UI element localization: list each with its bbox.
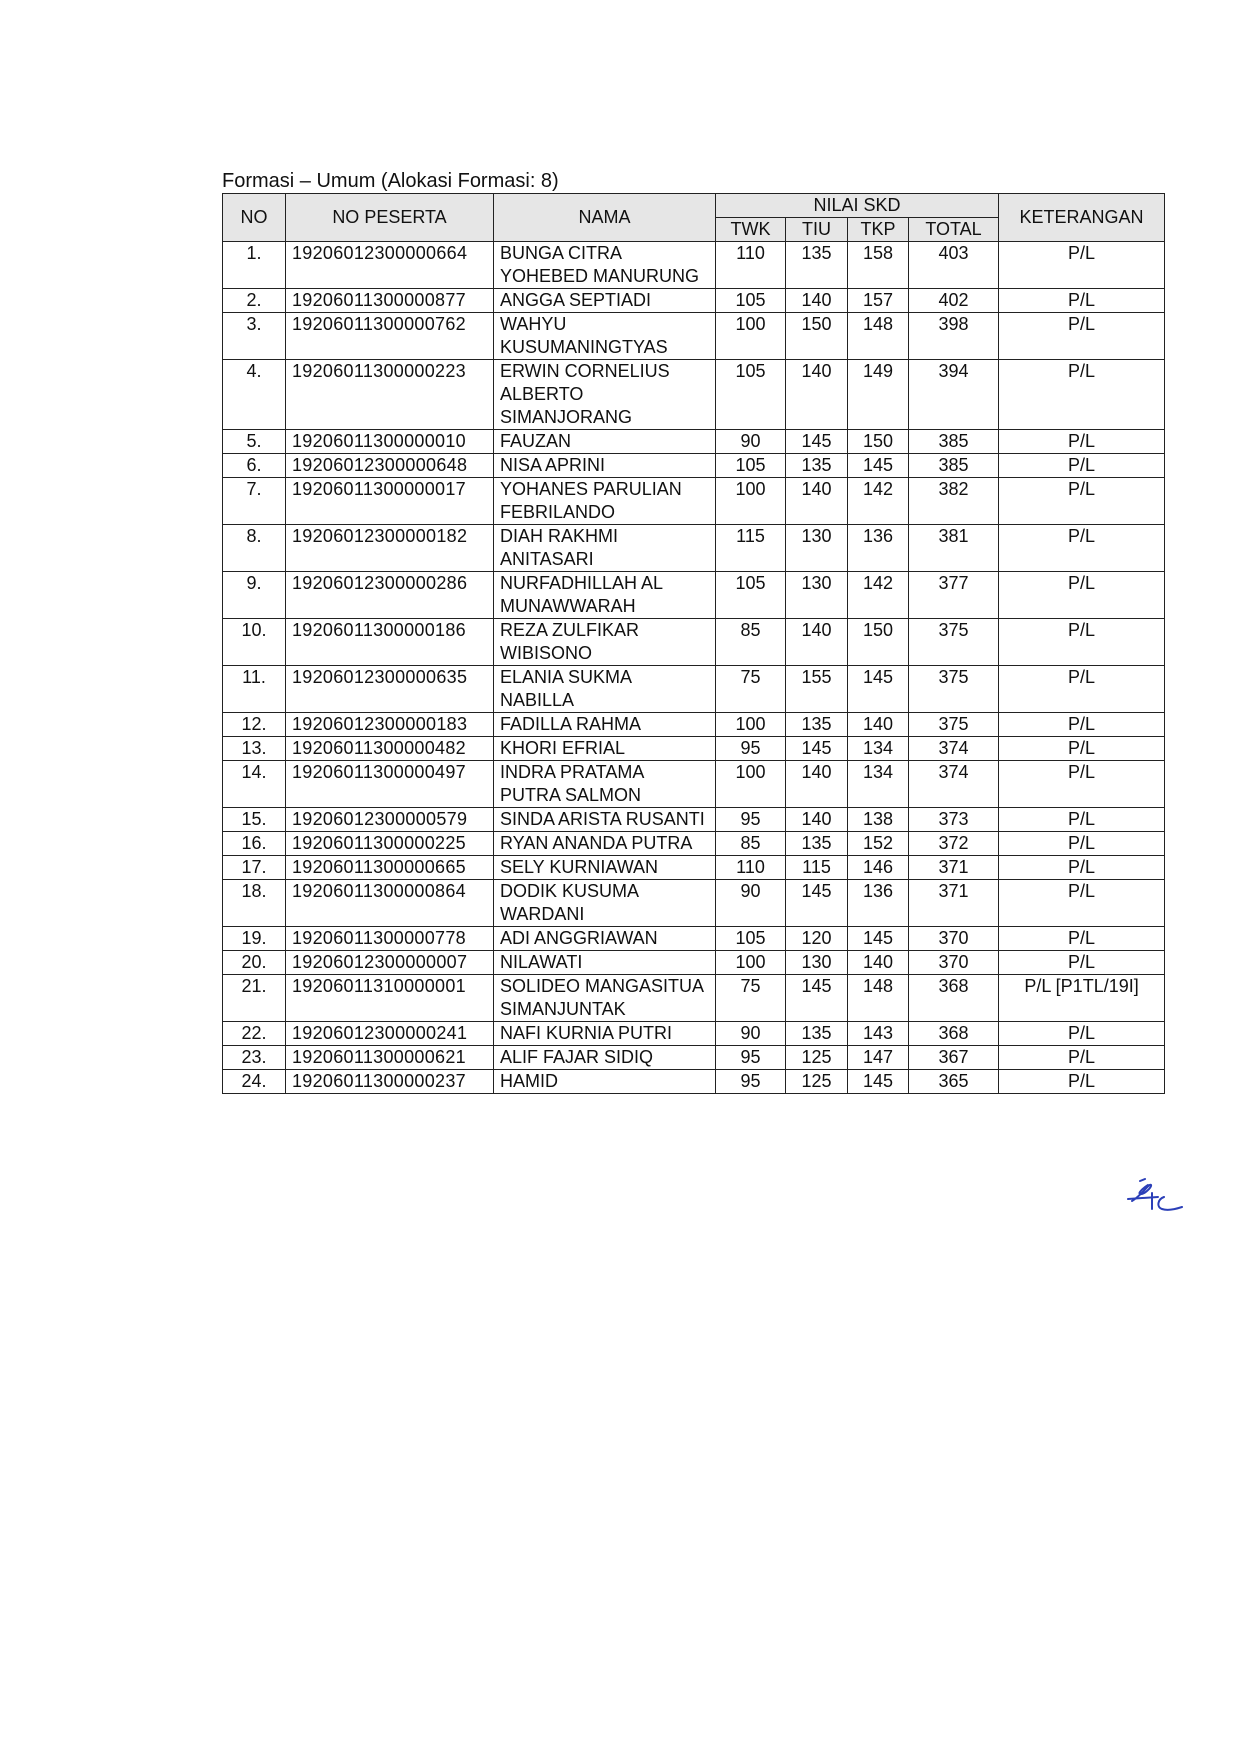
cell-keterangan: P/L [999, 454, 1165, 478]
cell-keterangan: P/L [999, 430, 1165, 454]
cell-tkp: 142 [848, 572, 909, 619]
table-row [223, 737, 1165, 761]
cell-no-peserta: 19206011300000010 [286, 430, 494, 454]
table-row [223, 478, 1165, 525]
cell-total: 394 [909, 360, 999, 430]
cell-no-peserta: 19206012300000664 [286, 242, 494, 289]
cell-nama: REZA ZULFIKAR WIBISONO [494, 619, 716, 666]
header-keterangan: KETERANGAN [999, 194, 1165, 242]
cell-twk: 110 [716, 242, 786, 289]
cell-tkp: 147 [848, 1046, 909, 1070]
cell-no-peserta: 19206011300000864 [286, 880, 494, 927]
header-tiu: TIU [786, 218, 848, 242]
cell-tiu: 140 [786, 808, 848, 832]
cell-tiu: 140 [786, 761, 848, 808]
cell-tkp: 140 [848, 951, 909, 975]
cell-twk: 105 [716, 289, 786, 313]
cell-tiu: 135 [786, 242, 848, 289]
table-header [223, 194, 1165, 242]
cell-twk: 105 [716, 454, 786, 478]
cell-no-peserta: 19206012300000635 [286, 666, 494, 713]
cell-tkp: 150 [848, 619, 909, 666]
cell-twk: 95 [716, 1070, 786, 1094]
cell-keterangan: P/L [999, 572, 1165, 619]
cell-no: 19. [223, 927, 286, 951]
table-row [223, 666, 1165, 713]
cell-total: 371 [909, 856, 999, 880]
cell-no: 13. [223, 737, 286, 761]
cell-keterangan: P/L [999, 761, 1165, 808]
cell-no: 20. [223, 951, 286, 975]
cell-no: 7. [223, 478, 286, 525]
table-row [223, 289, 1165, 313]
table-row [223, 619, 1165, 666]
cell-no: 14. [223, 761, 286, 808]
cell-total: 371 [909, 880, 999, 927]
cell-no: 15. [223, 808, 286, 832]
cell-no-peserta: 19206011300000762 [286, 313, 494, 360]
cell-nama: NAFI KURNIA PUTRI [494, 1022, 716, 1046]
cell-total: 372 [909, 832, 999, 856]
cell-no-peserta: 19206011300000621 [286, 1046, 494, 1070]
cell-twk: 90 [716, 880, 786, 927]
cell-total: 370 [909, 951, 999, 975]
header-no-peserta: NO PESERTA [286, 194, 494, 242]
cell-no: 9. [223, 572, 286, 619]
cell-tkp: 134 [848, 737, 909, 761]
cell-twk: 90 [716, 430, 786, 454]
page-title: Formasi – Umum (Alokasi Formasi: 8) [222, 170, 559, 192]
cell-twk: 90 [716, 1022, 786, 1046]
cell-keterangan: P/L [999, 360, 1165, 430]
cell-nama: DIAH RAKHMI ANITASARI [494, 525, 716, 572]
cell-no: 21. [223, 975, 286, 1022]
header-no: NO [223, 194, 286, 242]
cell-twk: 100 [716, 761, 786, 808]
cell-nama: INDRA PRATAMA PUTRA SALMON [494, 761, 716, 808]
table-row [223, 1070, 1165, 1094]
cell-nama: ELANIA SUKMA NABILLA [494, 666, 716, 713]
cell-tiu: 140 [786, 619, 848, 666]
cell-tiu: 145 [786, 880, 848, 927]
cell-no-peserta: 19206012300000286 [286, 572, 494, 619]
table-row [223, 808, 1165, 832]
cell-nama: YOHANES PARULIAN FEBRILANDO [494, 478, 716, 525]
cell-no: 3. [223, 313, 286, 360]
cell-no: 11. [223, 666, 286, 713]
cell-total: 381 [909, 525, 999, 572]
cell-total: 374 [909, 737, 999, 761]
cell-no-peserta: 19206012300000007 [286, 951, 494, 975]
cell-twk: 75 [716, 975, 786, 1022]
cell-no-peserta: 19206011300000237 [286, 1070, 494, 1094]
cell-nama: ERWIN CORNELIUS ALBERTO SIMANJORANG [494, 360, 716, 430]
cell-tkp: 158 [848, 242, 909, 289]
cell-no-peserta: 19206012300000183 [286, 713, 494, 737]
cell-keterangan: P/L [999, 525, 1165, 572]
cell-tiu: 140 [786, 478, 848, 525]
cell-tiu: 140 [786, 289, 848, 313]
cell-keterangan: P/L [999, 666, 1165, 713]
cell-total: 375 [909, 666, 999, 713]
cell-tiu: 125 [786, 1046, 848, 1070]
cell-tiu: 135 [786, 454, 848, 478]
cell-no: 8. [223, 525, 286, 572]
cell-nama: FADILLA RAHMA [494, 713, 716, 737]
cell-no: 18. [223, 880, 286, 927]
cell-tiu: 155 [786, 666, 848, 713]
cell-no: 10. [223, 619, 286, 666]
cell-tiu: 135 [786, 713, 848, 737]
cell-nama: NISA APRINI [494, 454, 716, 478]
cell-twk: 85 [716, 619, 786, 666]
cell-no-peserta: 19206012300000182 [286, 525, 494, 572]
cell-tkp: 134 [848, 761, 909, 808]
cell-tkp: 146 [848, 856, 909, 880]
cell-no: 16. [223, 832, 286, 856]
cell-keterangan: P/L [999, 737, 1165, 761]
cell-tiu: 135 [786, 832, 848, 856]
cell-no-peserta: 19206011300000665 [286, 856, 494, 880]
cell-no: 2. [223, 289, 286, 313]
cell-total: 365 [909, 1070, 999, 1094]
cell-nama: ALIF FAJAR SIDIQ [494, 1046, 716, 1070]
cell-twk: 95 [716, 737, 786, 761]
cell-tiu: 140 [786, 360, 848, 430]
cell-no: 12. [223, 713, 286, 737]
cell-keterangan: P/L [999, 313, 1165, 360]
cell-no-peserta: 19206011300000497 [286, 761, 494, 808]
cell-tkp: 145 [848, 454, 909, 478]
table-row [223, 1022, 1165, 1046]
cell-tiu: 145 [786, 430, 848, 454]
header-twk: TWK [716, 218, 786, 242]
cell-tiu: 135 [786, 1022, 848, 1046]
cell-nama: ADI ANGGRIAWAN [494, 927, 716, 951]
cell-tkp: 145 [848, 927, 909, 951]
cell-nama: SELY KURNIAWAN [494, 856, 716, 880]
cell-no-peserta: 19206012300000241 [286, 1022, 494, 1046]
cell-twk: 75 [716, 666, 786, 713]
cell-twk: 100 [716, 951, 786, 975]
cell-no: 22. [223, 1022, 286, 1046]
cell-twk: 95 [716, 1046, 786, 1070]
cell-total: 370 [909, 927, 999, 951]
cell-total: 374 [909, 761, 999, 808]
table-row [223, 1046, 1165, 1070]
results-table [222, 193, 1165, 1094]
table-row [223, 951, 1165, 975]
cell-total: 373 [909, 808, 999, 832]
cell-keterangan: P/L [999, 478, 1165, 525]
cell-tkp: 136 [848, 525, 909, 572]
cell-total: 385 [909, 454, 999, 478]
cell-total: 402 [909, 289, 999, 313]
table-row [223, 430, 1165, 454]
cell-twk: 105 [716, 572, 786, 619]
cell-tkp: 142 [848, 478, 909, 525]
cell-no-peserta: 19206011300000778 [286, 927, 494, 951]
cell-nama: HAMID [494, 1070, 716, 1094]
cell-keterangan: P/L [999, 1022, 1165, 1046]
cell-twk: 115 [716, 525, 786, 572]
cell-keterangan: P/L [999, 242, 1165, 289]
cell-no: 17. [223, 856, 286, 880]
cell-tiu: 130 [786, 572, 848, 619]
cell-total: 403 [909, 242, 999, 289]
cell-tiu: 145 [786, 737, 848, 761]
cell-nama: NURFADHILLAH AL MUNAWWARAH [494, 572, 716, 619]
cell-twk: 100 [716, 713, 786, 737]
cell-tiu: 120 [786, 927, 848, 951]
table-row [223, 242, 1165, 289]
cell-twk: 100 [716, 313, 786, 360]
cell-nama: SINDA ARISTA RUSANTI [494, 808, 716, 832]
cell-tkp: 152 [848, 832, 909, 856]
cell-keterangan: P/L [999, 713, 1165, 737]
cell-tkp: 145 [848, 666, 909, 713]
cell-total: 398 [909, 313, 999, 360]
cell-total: 375 [909, 619, 999, 666]
cell-total: 377 [909, 572, 999, 619]
cell-total: 367 [909, 1046, 999, 1070]
table-row [223, 313, 1165, 360]
cell-no-peserta: 19206012300000648 [286, 454, 494, 478]
table-row [223, 454, 1165, 478]
cell-twk: 105 [716, 927, 786, 951]
cell-nama: DODIK KUSUMA WARDANI [494, 880, 716, 927]
cell-twk: 85 [716, 832, 786, 856]
header-tkp: TKP [848, 218, 909, 242]
cell-nama: FAUZAN [494, 430, 716, 454]
cell-keterangan: P/L [999, 856, 1165, 880]
header-nilai-skd: NILAI SKD [716, 194, 999, 218]
cell-keterangan: P/L [999, 808, 1165, 832]
cell-tiu: 130 [786, 525, 848, 572]
cell-keterangan: P/L [999, 951, 1165, 975]
cell-tkp: 143 [848, 1022, 909, 1046]
cell-tkp: 157 [848, 289, 909, 313]
cell-nama: WAHYU KUSUMANINGTYAS [494, 313, 716, 360]
cell-tkp: 145 [848, 1070, 909, 1094]
table-row [223, 713, 1165, 737]
cell-no-peserta: 19206011300000877 [286, 289, 494, 313]
cell-nama: NILAWATI [494, 951, 716, 975]
cell-keterangan: P/L [999, 880, 1165, 927]
cell-twk: 95 [716, 808, 786, 832]
table-row [223, 572, 1165, 619]
cell-tkp: 150 [848, 430, 909, 454]
cell-no-peserta: 19206011300000017 [286, 478, 494, 525]
cell-nama: KHORI EFRIAL [494, 737, 716, 761]
cell-twk: 100 [716, 478, 786, 525]
cell-total: 368 [909, 975, 999, 1022]
table-row [223, 525, 1165, 572]
cell-total: 385 [909, 430, 999, 454]
cell-no-peserta: 19206011300000482 [286, 737, 494, 761]
cell-no: 4. [223, 360, 286, 430]
header-total: TOTAL [909, 218, 999, 242]
cell-keterangan: P/L [999, 619, 1165, 666]
cell-nama: RYAN ANANDA PUTRA [494, 832, 716, 856]
cell-tiu: 145 [786, 975, 848, 1022]
cell-no: 5. [223, 430, 286, 454]
cell-no-peserta: 19206011310000001 [286, 975, 494, 1022]
cell-tkp: 148 [848, 975, 909, 1022]
cell-keterangan: P/L [999, 927, 1165, 951]
table-row [223, 761, 1165, 808]
cell-tkp: 136 [848, 880, 909, 927]
cell-nama: SOLIDEO MANGASITUA SIMANJUNTAK [494, 975, 716, 1022]
cell-tiu: 115 [786, 856, 848, 880]
cell-total: 375 [909, 713, 999, 737]
cell-nama: ANGGA SEPTIADI [494, 289, 716, 313]
cell-tkp: 138 [848, 808, 909, 832]
cell-keterangan: P/L [999, 832, 1165, 856]
cell-tkp: 149 [848, 360, 909, 430]
cell-keterangan: P/L [999, 1046, 1165, 1070]
cell-no: 6. [223, 454, 286, 478]
cell-no-peserta: 19206012300000579 [286, 808, 494, 832]
cell-tkp: 148 [848, 313, 909, 360]
table-row [223, 975, 1165, 1022]
cell-tiu: 130 [786, 951, 848, 975]
cell-keterangan: P/L [999, 289, 1165, 313]
cell-no: 23. [223, 1046, 286, 1070]
cell-no: 1. [223, 242, 286, 289]
cell-total: 382 [909, 478, 999, 525]
table-body [223, 242, 1165, 1094]
table-row [223, 927, 1165, 951]
cell-no-peserta: 19206011300000186 [286, 619, 494, 666]
header-nama: NAMA [494, 194, 716, 242]
table-row [223, 360, 1165, 430]
cell-keterangan: P/L [P1TL/19I] [999, 975, 1165, 1022]
cell-keterangan: P/L [999, 1070, 1165, 1094]
cell-no-peserta: 19206011300000225 [286, 832, 494, 856]
table-row [223, 856, 1165, 880]
cell-twk: 105 [716, 360, 786, 430]
cell-twk: 110 [716, 856, 786, 880]
cell-no-peserta: 19206011300000223 [286, 360, 494, 430]
cell-tiu: 150 [786, 313, 848, 360]
signature-initials [1118, 1175, 1196, 1227]
cell-tkp: 140 [848, 713, 909, 737]
cell-no: 24. [223, 1070, 286, 1094]
cell-tiu: 125 [786, 1070, 848, 1094]
table-row [223, 880, 1165, 927]
cell-nama: BUNGA CITRA YOHEBED MANURUNG [494, 242, 716, 289]
table-row [223, 832, 1165, 856]
cell-total: 368 [909, 1022, 999, 1046]
